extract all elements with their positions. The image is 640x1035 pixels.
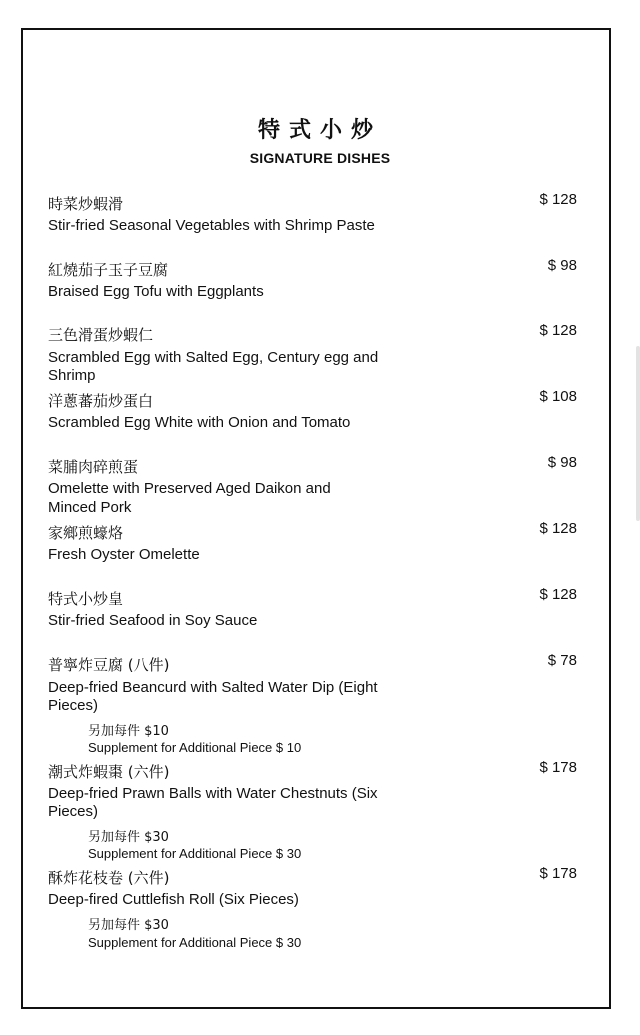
dish-price: $ 178 [539,759,577,776]
supplement-english: Supplement for Additional Piece $ 30 [88,935,302,950]
dish-name-chinese: 家鄉煎蠔烙 [48,524,124,542]
dish-name-english-cont: Pieces) [48,803,99,820]
dish-price: $ 78 [547,652,577,669]
dish-price: $ 128 [539,322,577,339]
dish-name-chinese: 潮式炸蝦棗 (六件) [48,763,170,781]
dish-price: $ 128 [539,586,577,603]
dish-price: $ 128 [539,191,577,208]
menu-frame [21,28,611,1009]
dish-name-chinese: 洋蔥蕃茄炒蛋白 [48,392,154,410]
dish-price: $ 108 [539,388,577,405]
dish-name-english: Stir-fried Seasonal Vegetables with Shrimp Paste [48,217,375,234]
dish-name-english-cont: Minced Pork [48,499,132,516]
dish-name-english: Omelette with Preserved Aged Daikon and [48,480,331,497]
dish-price: $ 98 [547,257,577,274]
supplement-chinese: 另加每件 $30 [88,830,169,845]
dish-price: $ 128 [539,520,577,537]
dish-name-english: Scrambled Egg White with Onion and Tomato [48,414,351,431]
dish-name-chinese: 酥炸花枝卷 (六件) [48,869,170,887]
dish-name-english-cont: Shrimp [48,367,96,384]
dish-name-english: Fresh Oyster Omelette [48,546,200,563]
section-title-chinese: 特式小炒 [257,118,382,143]
dish-name-chinese: 紅燒茄子玉子豆腐 [48,261,169,279]
supplement-english: Supplement for Additional Piece $ 30 [88,846,302,861]
dish-name-english: Stir-fried Seafood in Soy Sauce [48,612,258,629]
dish-name-english: Deep-fried Prawn Balls with Water Chestnuts (Six [48,785,378,802]
dish-name-chinese: 特式小炒皇 [48,590,124,608]
dish-name-english: Braised Egg Tofu with Eggplants [48,283,264,300]
dish-name-english: Deep-fried Beancurd with Salted Water Dip (Eight [48,679,378,696]
supplement-chinese: 另加每件 $30 [88,918,169,933]
scrollbar[interactable] [636,346,640,521]
section-title-english: SIGNATURE DISHES [249,150,391,166]
dish-name-chinese: 普寧炸豆腐 (八件) [48,656,170,674]
dish-name-english: Scrambled Egg with Salted Egg, Century egg and [48,349,379,366]
dish-name-chinese: 時菜炒蝦滑 [48,195,124,213]
dish-price: $ 178 [539,865,577,882]
dish-name-chinese: 三色滑蛋炒蝦仁 [48,326,154,344]
supplement-chinese: 另加每件 $10 [88,724,169,739]
dish-price: $ 98 [547,454,577,471]
dish-name-english: Deep-fired Cuttlefish Roll (Six Pieces) [48,891,299,908]
dish-name-english-cont: Pieces) [48,697,99,714]
supplement-english: Supplement for Additional Piece $ 10 [88,740,302,755]
dish-name-chinese: 菜脯肉碎煎蛋 [48,458,139,476]
